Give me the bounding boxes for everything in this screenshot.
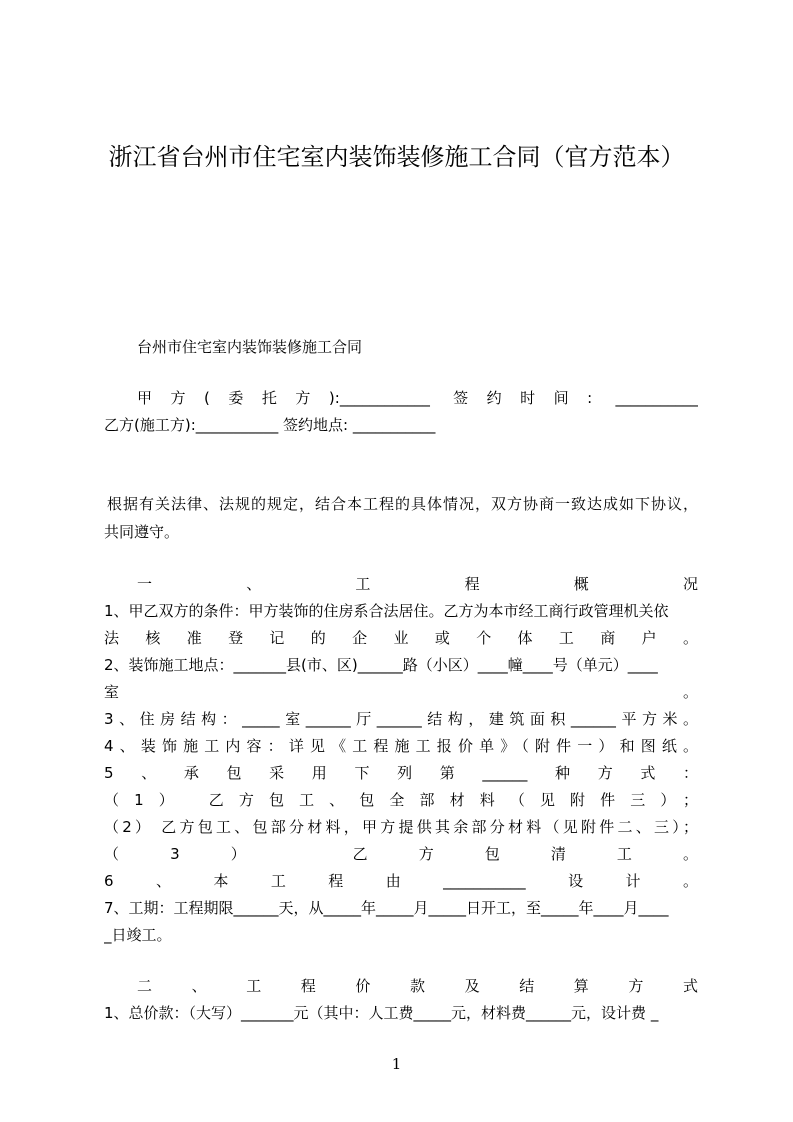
preamble-line-2: 共同遵守。 <box>104 523 180 541</box>
section-1-line-8: （1） 乙方包工、包全部材料（见附件三）； <box>104 791 698 809</box>
section-2-heading: 二、工程价款及结算方式 <box>137 977 698 995</box>
page-number: 1 <box>391 1055 402 1073</box>
section-2-line-1: 1、总价款：（大写）_______元（其中：人工费_____元，材料费______元，设计费 _ <box>104 1004 659 1022</box>
contract-subtitle: 台州市住宅室内装饰装修施工合同 <box>137 338 363 356</box>
section-1-line-5: 3、住房结构：_____室______厅______结构，建筑面积______平方米。 <box>104 710 698 728</box>
party-b-line: 乙方(施工方):___________ 签约地点: ___________ <box>104 416 436 434</box>
document-title: 浙江省台州市住宅室内装饰装修施工合同（官方范本） <box>108 143 685 171</box>
section-1-line-6: 4、装饰施工内容：详见《工程施工报价单》（附件一）和图纸。 <box>104 737 698 755</box>
section-1-line-3: 2、装饰施工地点：_______县(市、区)______路（小区）____幢____号（单元）____ <box>104 656 658 674</box>
section-1-line-4: 室 。 <box>104 683 698 701</box>
section-1-line-10: （3） 乙方包清工。 <box>104 845 698 863</box>
section-1-line-13: _日竣工。 <box>104 926 172 944</box>
section-1-line-7: 5、承包采用下列第______种方式： <box>104 764 698 782</box>
section-1-line-2: 法核准登记的企业或个体工商户。 <box>104 629 698 647</box>
section-1-line-12: 7、工期：工程期限______天，从_____年_____月_____日开工，至_____年____月____ <box>104 899 669 917</box>
party-a-line: 甲方(委托方):____________ 签约时间: ___________ <box>137 389 698 407</box>
section-1-heading: 一、工程概况 <box>137 575 698 593</box>
section-1-line-11: 6、本工程由___________设计。 <box>104 872 698 890</box>
section-1-line-9: （2） 乙方包工、包部分材料，甲方提供其余部分材料（见附件二、三）； <box>104 818 698 836</box>
preamble-line-1: 根据有关法律、法规的规定，结合本工程的具体情况，双方协商一致达成如下协议， <box>107 495 698 513</box>
section-1-line-1: 1、甲乙双方的条件：甲方装饰的住房系合法居住。乙方为本市经工商行政管理机关依 <box>104 602 669 620</box>
